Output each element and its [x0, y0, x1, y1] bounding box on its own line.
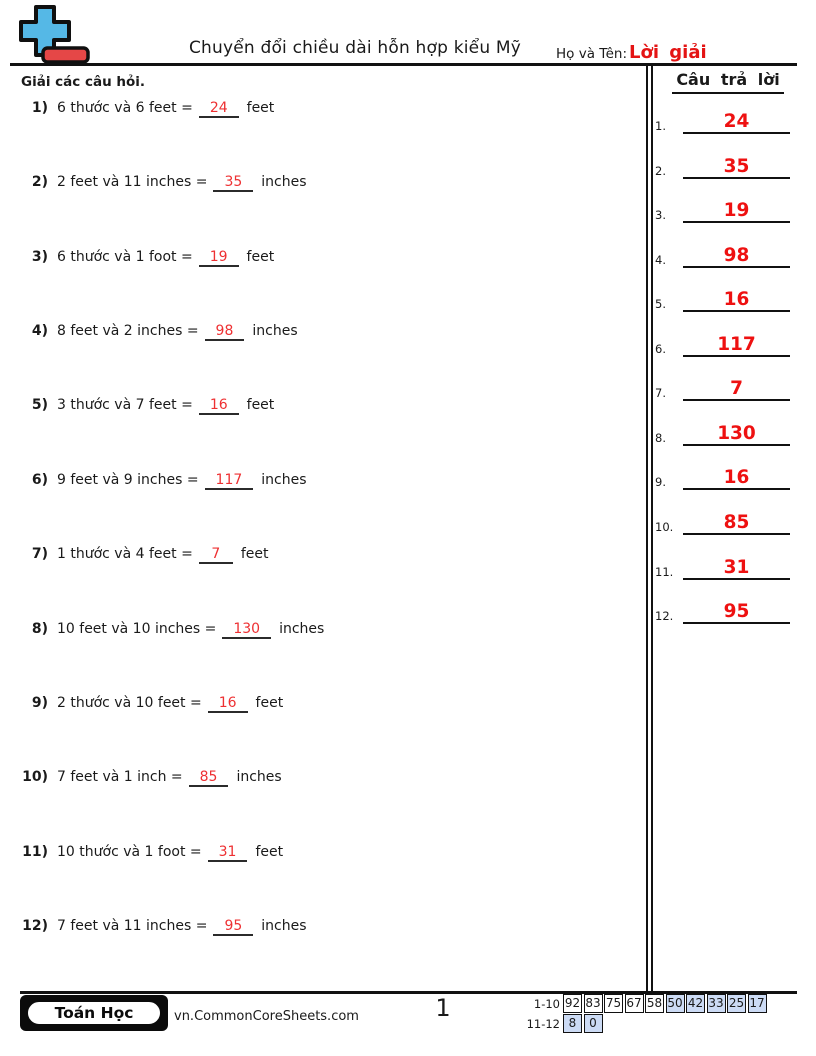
answer-value: 130: [717, 423, 756, 444]
answer-item-number: 11.: [655, 565, 674, 580]
score-row: [519, 994, 768, 1013]
worksheet-title: Chuyển đổi chiều dài hỗn hợp kiểu Mỹ: [188, 38, 522, 58]
answer-value: 19: [723, 200, 750, 221]
answer-row: [655, 423, 797, 446]
question-answer: 19: [209, 249, 228, 265]
question-row: [0, 621, 324, 645]
question-row: [0, 174, 307, 198]
answer-line: [683, 512, 790, 535]
question-unit: inches: [252, 323, 298, 339]
website-text: vn.CommonCoreSheets.com: [174, 1009, 359, 1024]
question-unit: feet: [246, 100, 275, 116]
header-divider: [10, 63, 797, 66]
score-row: [519, 1014, 768, 1033]
answer-row: [655, 512, 797, 535]
answer-value: 117: [717, 334, 756, 355]
question-number: 12): [22, 918, 48, 934]
answer-row: [655, 156, 797, 179]
question-text: 10 thước và 1 foot =: [57, 844, 202, 860]
answer-item-number: 8.: [655, 431, 666, 446]
question-answer: 7: [211, 546, 221, 562]
question-row: [0, 472, 307, 496]
question-unit: feet: [255, 844, 284, 860]
subject-badge: [20, 995, 168, 1031]
question-row: [0, 397, 274, 421]
question-unit: inches: [279, 621, 325, 637]
score-cell: 83: [584, 994, 603, 1013]
answer-blank: [213, 174, 253, 192]
subject-badge-label: Toán Học: [54, 1004, 134, 1022]
question-row: [0, 323, 298, 347]
answer-blank: [213, 918, 253, 936]
question-answer: 16: [218, 695, 237, 711]
score-row-label: 11-12: [526, 1016, 560, 1031]
page-number: 1: [435, 994, 451, 1022]
answer-line: [683, 289, 790, 312]
answer-blank: [199, 100, 239, 118]
answer-value: 35: [723, 156, 750, 177]
answer-value: 24: [723, 111, 750, 132]
question-number: 4): [31, 323, 48, 339]
question-answer: 117: [215, 472, 243, 488]
answer-value: 98: [723, 245, 750, 266]
answer-item-number: 6.: [655, 342, 666, 357]
question-unit: feet: [246, 397, 275, 413]
answer-row: [655, 601, 797, 624]
name-row: [556, 42, 707, 63]
instructions-text: Giải các câu hỏi.: [21, 74, 146, 90]
score-cell: 33: [707, 994, 726, 1013]
question-text: 10 feet và 10 inches =: [57, 621, 217, 637]
score-cell: 42: [686, 994, 705, 1013]
answer-item-number: 2.: [655, 164, 666, 179]
answer-line: [683, 557, 790, 580]
score-cell: 8: [563, 1014, 582, 1033]
question-number: 8): [31, 621, 48, 637]
score-cell: 25: [727, 994, 746, 1013]
score-cell: 0: [584, 1014, 603, 1033]
subject-badge-pill: [26, 1000, 162, 1026]
answer-line: [683, 378, 790, 401]
question-unit: feet: [246, 249, 275, 265]
answer-row: [655, 378, 797, 401]
score-cell: 67: [625, 994, 644, 1013]
answer-row: [655, 467, 797, 490]
score-cell: 58: [645, 994, 664, 1013]
answer-item-number: 7.: [655, 386, 666, 401]
question-unit: feet: [255, 695, 284, 711]
answer-blank: [189, 769, 229, 787]
answer-line: [683, 601, 790, 624]
answer-item-number: 5.: [655, 297, 666, 312]
answer-item-number: 3.: [655, 208, 666, 223]
question-text: 9 feet và 9 inches =: [57, 472, 199, 488]
score-row-label: 1-10: [533, 996, 560, 1011]
question-text: 7 feet và 1 inch =: [57, 769, 183, 785]
answer-row: [655, 334, 797, 357]
answer-value: 7: [730, 378, 743, 399]
answer-blank: [222, 621, 271, 639]
answer-item-number: 12.: [655, 609, 674, 624]
question-number: 11): [22, 844, 48, 860]
answer-item-number: 4.: [655, 253, 666, 268]
answer-line: [683, 111, 790, 134]
question-answer: 85: [199, 769, 218, 785]
question-row: [0, 695, 283, 719]
question-text: 2 feet và 11 inches =: [57, 174, 208, 190]
question-answer: 16: [209, 397, 228, 413]
answer-item-number: 9.: [655, 475, 666, 490]
score-cell: 17: [748, 994, 767, 1013]
question-unit: inches: [261, 472, 307, 488]
question-number: 1): [31, 100, 48, 116]
question-number: 3): [31, 249, 48, 265]
question-row: [0, 249, 274, 273]
answer-item-number: 10.: [655, 520, 674, 535]
answer-blank: [199, 249, 239, 267]
question-answer: 95: [224, 918, 243, 934]
answer-line: [683, 467, 790, 490]
question-unit: inches: [261, 174, 307, 190]
answer-blank: [199, 397, 239, 415]
question-answer: 24: [209, 100, 228, 116]
question-text: 1 thước và 4 feet =: [57, 546, 193, 562]
question-number: 2): [31, 174, 48, 190]
answer-line: [683, 200, 790, 223]
question-row: [0, 546, 268, 570]
question-number: 10): [22, 769, 48, 785]
answer-value: 31: [723, 557, 750, 578]
question-text: 6 thước và 1 foot =: [57, 249, 193, 265]
answer-row: [655, 200, 797, 223]
question-number: 5): [31, 397, 48, 413]
answer-blank: [205, 323, 245, 341]
question-text: 7 feet và 11 inches =: [57, 918, 208, 934]
question-unit: feet: [240, 546, 269, 562]
question-text: 6 thước và 6 feet =: [57, 100, 193, 116]
answer-line: [683, 423, 790, 446]
score-cell: 92: [563, 994, 582, 1013]
answer-blank: [199, 546, 233, 564]
question-unit: inches: [236, 769, 282, 785]
name-label: Họ và Tên:: [556, 46, 628, 62]
question-number: 6): [31, 472, 48, 488]
plus-minus-logo-icon: [15, 4, 93, 66]
score-cell: 50: [666, 994, 685, 1013]
answer-row: [655, 245, 797, 268]
question-number: 7): [31, 546, 48, 562]
question-text: 8 feet và 2 inches =: [57, 323, 199, 339]
question-row: [0, 844, 283, 868]
column-divider: [646, 66, 653, 993]
question-row: [0, 769, 282, 793]
answer-value: 16: [723, 467, 750, 488]
question-row: [0, 918, 307, 942]
answer-line: [683, 245, 790, 268]
answer-value: 95: [723, 601, 750, 622]
answers-column-header: [662, 70, 794, 94]
question-answer: 35: [224, 174, 243, 190]
question-text: 3 thước và 7 feet =: [57, 397, 193, 413]
question-text: 2 thước và 10 feet =: [57, 695, 202, 711]
question-row: [0, 100, 274, 124]
answer-row: [655, 289, 797, 312]
name-value-solution: Lời giải: [629, 42, 707, 63]
answer-blank: [205, 472, 254, 490]
answer-line: [683, 334, 790, 357]
answer-value: 16: [723, 289, 750, 310]
question-unit: inches: [261, 918, 307, 934]
question-number: 9): [31, 695, 48, 711]
question-answer: 130: [233, 621, 261, 637]
question-answer: 31: [218, 844, 237, 860]
answer-blank: [208, 844, 248, 862]
answer-blank: [208, 695, 248, 713]
score-cell: 75: [604, 994, 623, 1013]
answers-header-label: Câu trả lời: [672, 70, 783, 94]
answer-row: [655, 557, 797, 580]
answer-item-number: 1.: [655, 119, 666, 134]
question-answer: 98: [215, 323, 234, 339]
score-table: [519, 994, 768, 1034]
answer-line: [683, 156, 790, 179]
answer-value: 85: [723, 512, 750, 533]
answer-row: [655, 111, 797, 134]
